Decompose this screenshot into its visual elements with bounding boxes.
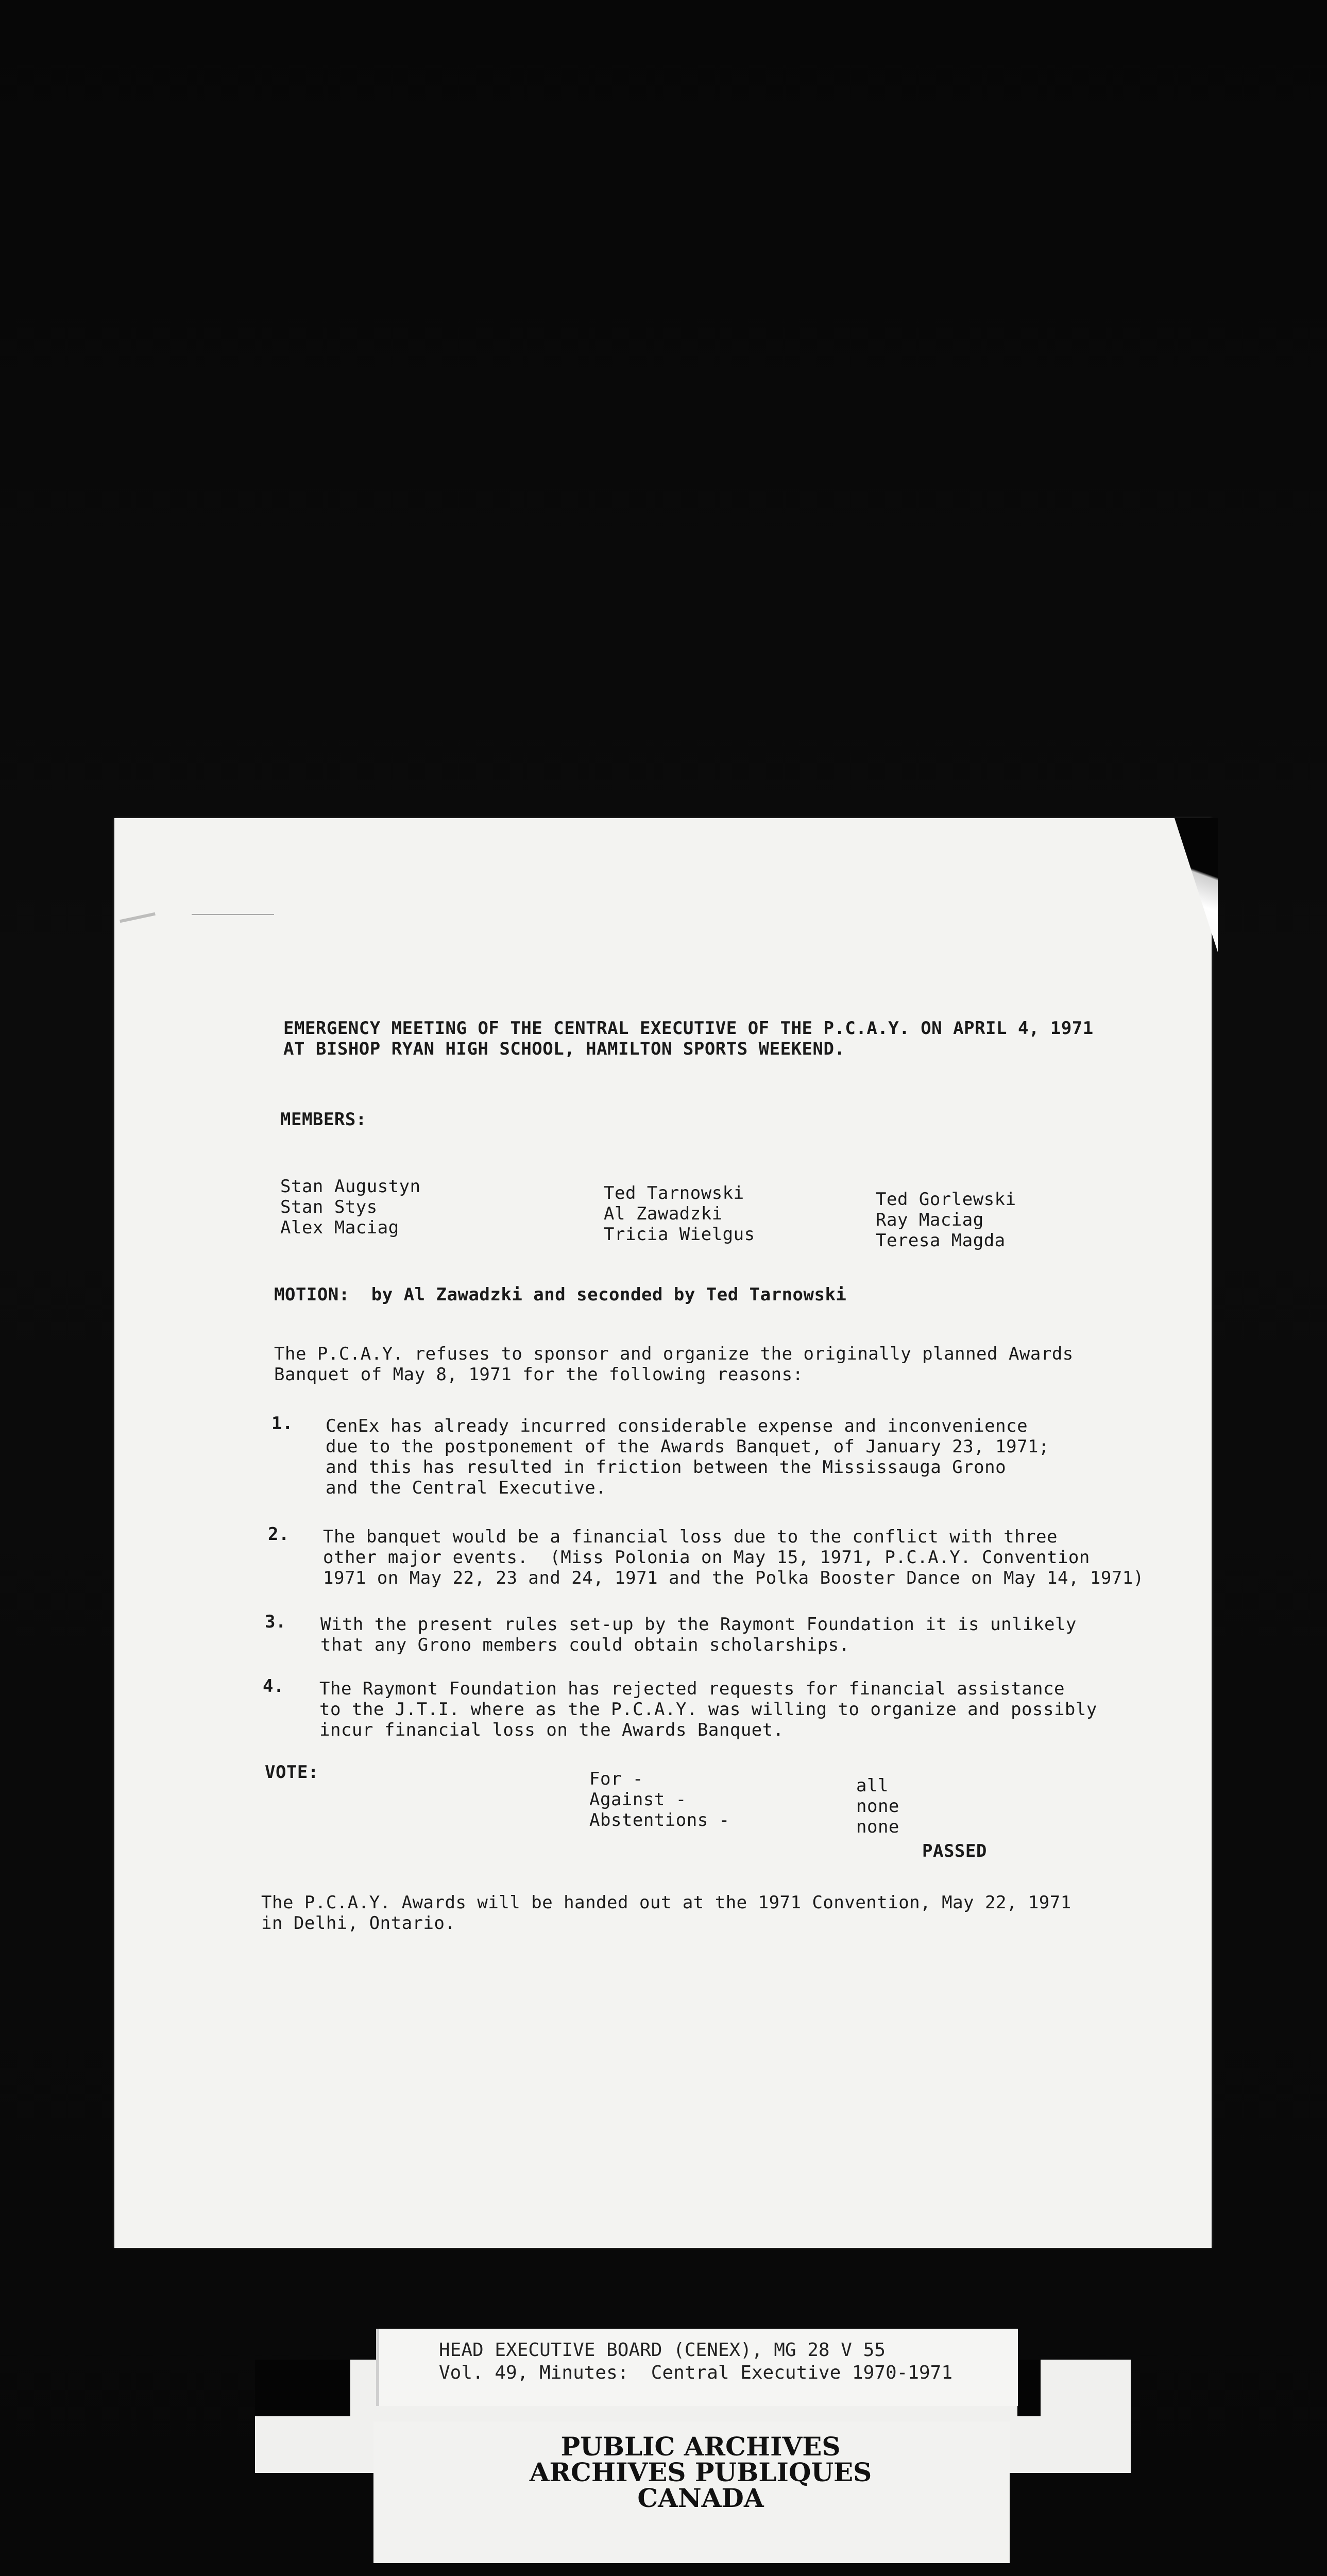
reason-line: The Raymont Foundation has rejected requests for financial assistance <box>319 1679 1065 1699</box>
member-name: Stan Stys <box>280 1197 378 1217</box>
document-heading-line1: EMERGENCY MEETING OF THE CENTRAL EXECUTIVE OF THE P.C.A.Y. ON APRIL 4, 1971 <box>283 1018 1094 1039</box>
member-name: Ted Gorlewski <box>876 1189 1016 1210</box>
reason-number: 2. <box>268 1524 290 1545</box>
reason-line: and the Central Executive. <box>326 1478 607 1498</box>
vote-row-value: none <box>856 1796 899 1817</box>
member-name: Ted Tarnowski <box>604 1183 744 1204</box>
reason-line: incur financial loss on the Awards Banquet. <box>319 1720 784 1740</box>
closing-line: in Delhi, Ontario. <box>261 1913 456 1934</box>
members-label: MEMBERS: <box>280 1109 367 1130</box>
closing-line: The P.C.A.Y. Awards will be handed out at the 1971 Convention, May 22, 1971 <box>261 1892 1071 1913</box>
vote-label: VOTE: <box>265 1762 319 1783</box>
vote-row-value: none <box>856 1817 899 1837</box>
reason-line: that any Grono members could obtain scholarships. <box>320 1635 850 1655</box>
reason-line: 1971 on May 22, 23 and 24, 1971 and the Polka Booster Dance on May 14, 1971) <box>323 1568 1144 1588</box>
archive-stamp-line2: ARCHIVES PUBLIQUES <box>529 2457 872 2487</box>
vote-row-label: Abstentions - <box>589 1810 730 1831</box>
typed-document-page <box>114 818 1212 2248</box>
archive-stamp-line1: PUBLIC ARCHIVES <box>560 2431 841 2462</box>
page-top-mark <box>192 914 274 915</box>
reason-line: due to the postponement of the Awards Banquet, of January 23, 1971; <box>326 1436 1049 1457</box>
reason-number: 1. <box>271 1413 293 1434</box>
reason-line: other major events. (Miss Polonia on May 15, 1971, P.C.A.Y. Convention <box>323 1547 1090 1568</box>
archive-reference-line1: HEAD EXECUTIVE BOARD (CENEX), MG 28 V 55 <box>439 2340 886 2361</box>
member-name: Ray Maciag <box>876 1210 984 1230</box>
document-heading-line2: AT BISHOP RYAN HIGH SCHOOL, HAMILTON SPORTS WEEKEND. <box>283 1039 845 1059</box>
reason-line: to the J.T.I. where as the P.C.A.Y. was willing to organize and possibly <box>319 1699 1097 1720</box>
member-name: Teresa Magda <box>876 1230 1006 1251</box>
archive-reference-line2: Vol. 49, Minutes: Central Executive 1970-1971 <box>439 2362 952 2383</box>
reason-line: and this has resulted in friction between the Mississauga Grono <box>326 1457 1007 1478</box>
reason-line: The banquet would be a financial loss due to the conflict with three <box>323 1527 1058 1547</box>
reason-line: With the present rules set-up by the Raymont Foundation it is unlikely <box>320 1614 1077 1635</box>
reason-number: 3. <box>265 1612 286 1632</box>
member-name: Alex Maciag <box>280 1217 399 1238</box>
vote-row-label: Against - <box>589 1789 687 1810</box>
page-smudge-mark <box>120 912 156 923</box>
member-name: Tricia Wielgus <box>604 1224 755 1245</box>
intro-line: The P.C.A.Y. refuses to sponsor and organize the originally planned Awards <box>274 1344 1074 1364</box>
vote-row-value: all <box>856 1775 889 1796</box>
archive-label-notch-right <box>1017 2360 1041 2416</box>
page-corner-curl <box>1156 818 1218 952</box>
archive-label-notch-left <box>255 2360 350 2416</box>
member-name: Al Zawadzki <box>604 1204 723 1224</box>
member-name: Stan Augustyn <box>280 1176 421 1197</box>
vote-result: PASSED <box>922 1841 987 1861</box>
reason-number: 4. <box>263 1676 284 1697</box>
reason-line: CenEx has already incurred considerable expense and inconvenience <box>326 1416 1028 1436</box>
intro-line: Banquet of May 8, 1971 for the following reasons: <box>274 1364 804 1385</box>
vote-row-label: For - <box>589 1769 643 1789</box>
archive-stamp-line3: CANADA <box>637 2483 764 2513</box>
motion-line: MOTION: by Al Zawadzki and seconded by Ted Tarnowski <box>274 1284 847 1305</box>
